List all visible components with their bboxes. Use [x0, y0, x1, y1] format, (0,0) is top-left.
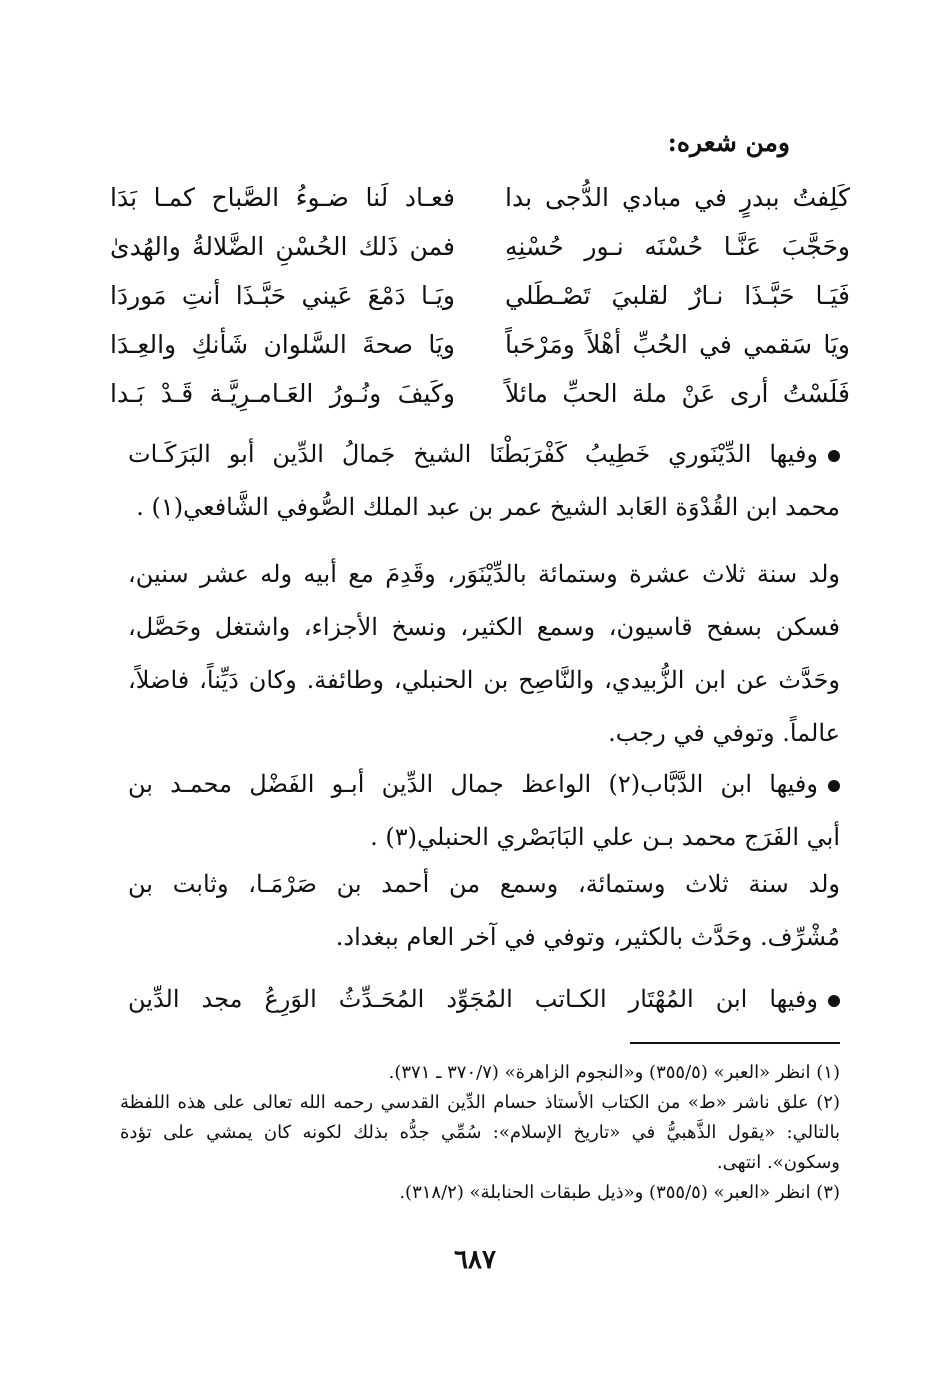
footnote-3: (٣) انظر «العبر» (٣٥٥/٥) و«ذيل طبقات الحنابلة» (٣١٨/٢).: [399, 1182, 840, 1203]
verse-first-hemistich: كَلِفتُ ببدرٍ في مبادي الدُّجى بدا: [505, 183, 850, 212]
bullet-icon: [828, 995, 840, 1007]
poem-verse: [110, 374, 850, 423]
text-line: أبي الفَرَج محمد بـن علي البَابَصْري الحنبلي(٣) .: [370, 823, 840, 851]
footnotes: [120, 1058, 840, 1208]
poem-verse: [110, 276, 850, 325]
entry-dinawari-heading: [128, 428, 840, 534]
page-number: ٦٨٧: [454, 1245, 496, 1275]
footnote-2: (٢) علق ناشر «ط» من الكتاب الأستاذ حسام الدِّين القدسي رحمه الله تعالى على هذه اللفظة: [120, 1092, 840, 1113]
verse-first-hemistich: وحَجَّبَ عَنَّـا حُسْنَه نـور حُسْنِهِ: [505, 232, 850, 261]
text-line: ولد سنة ثلاث وستمائة، وسمع من أحمد بن صَرْمَـا، وثابت بن: [128, 870, 840, 898]
verse-second-hemistich: فعـاد لَنا ضـوءُ الصَّباح كمـا بَدَا: [110, 183, 455, 212]
verse-second-hemistich: ويَـا دَمْعَ عَيني حَبَّـذَا أنتِ مَوردَا: [110, 281, 455, 310]
footnote-separator: [630, 1042, 840, 1044]
poem-verse: [110, 178, 850, 227]
verse-first-hemistich: فَلَسْتُ أرى عَنْ ملة الحبِّ مائلاً: [505, 379, 850, 408]
footnote-2-end: وسكون». انتهى.: [716, 1152, 840, 1173]
poem-verse: [110, 325, 850, 374]
poem-heading: ومن شعره:: [667, 128, 790, 157]
text-line: فسكن بسفح قاسيون، وسمع الكثير، ونسخ الأجزاء، واشتغل وحَصَّل،: [128, 613, 840, 641]
text-line: وفيها ابن الدَّبَّاب(٢) الواعظ جمال الدِّين أبـو الفَضْل محمـد بن: [128, 758, 840, 811]
verse-second-hemistich: ويَا صحةَ السَّلوان شَأنكِ والعِـدَا: [110, 330, 455, 359]
verse-second-hemistich: وكَيفَ ونُـورُ العَـامـرِيَّـة قَـدْ بَـدا: [110, 379, 455, 408]
text-line: محمد ابن القُدْوَة العَابد الشيخ عمر بن عبد الملك الصُّوفي الشَّافعي(١) .: [136, 493, 840, 521]
entry-dinawari-body: [128, 548, 840, 760]
text-line: وفيها الدِّيْنَوري خَطِيبُ كَفْرَبَطْنَا الشيخ جَمالُ الدِّين أبو البَرَكَـات: [128, 428, 840, 481]
text-line: ولد سنة ثلاث عشرة وستمائة بالدِّيْنَوَر، وقَدِمَ مع أبيه وله عشر سنين،: [128, 560, 840, 588]
verse-first-hemistich: ويَا سَقمي في الحُبِّ أهْلاً ومَرْحَباً: [505, 330, 850, 359]
entry-ibn-dabbab-heading: [128, 758, 840, 864]
poem-verse: [110, 227, 850, 276]
footnote-1: (١) انظر «العبر» (٣٥٥/٥) و«النجوم الزاهرة» (٣٧٠/٧ ـ ٣٧١).: [388, 1062, 840, 1083]
verse-first-hemistich: فَيَـا حَبَّـذَا نـارٌ لقلبيَ تَصْـطَلي: [505, 281, 850, 310]
text-line: وحَدَّث عن ابن الزُّبيدي، والنَّاصِح بن الحنبلي، وطائفة. وكان دَيِّناً، فاضلاً،: [128, 666, 840, 694]
footnote-2-continued: بالتالي: «يقول الذَّهبيُّ في «تاريخ الإسلام»: سُمِّي جدُّه بذلك لكونه كان يمشي على تؤدة: [120, 1122, 840, 1143]
text-line: عالماً. وتوفي في رجب.: [608, 719, 840, 747]
poem: [110, 178, 850, 423]
text-line: مُشْرِّف. وحَدَّث بالكثير، وتوفي في آخر العام ببغداد.: [335, 923, 840, 951]
entry-ibn-muhtar-heading: [128, 973, 840, 1026]
text-line: وفيها ابن المُهْتَار الكـاتب المُجَوِّد المُحَـدِّثُ الوَرِعُ مجد الدِّين: [128, 973, 840, 1026]
bullet-icon: [828, 450, 840, 462]
verse-second-hemistich: فمن ذَلك الحُسْنِ الضَّلالةُ والهُدىٰ: [110, 232, 455, 261]
entry-ibn-dabbab-body: [128, 858, 840, 964]
bullet-icon: [828, 780, 840, 792]
